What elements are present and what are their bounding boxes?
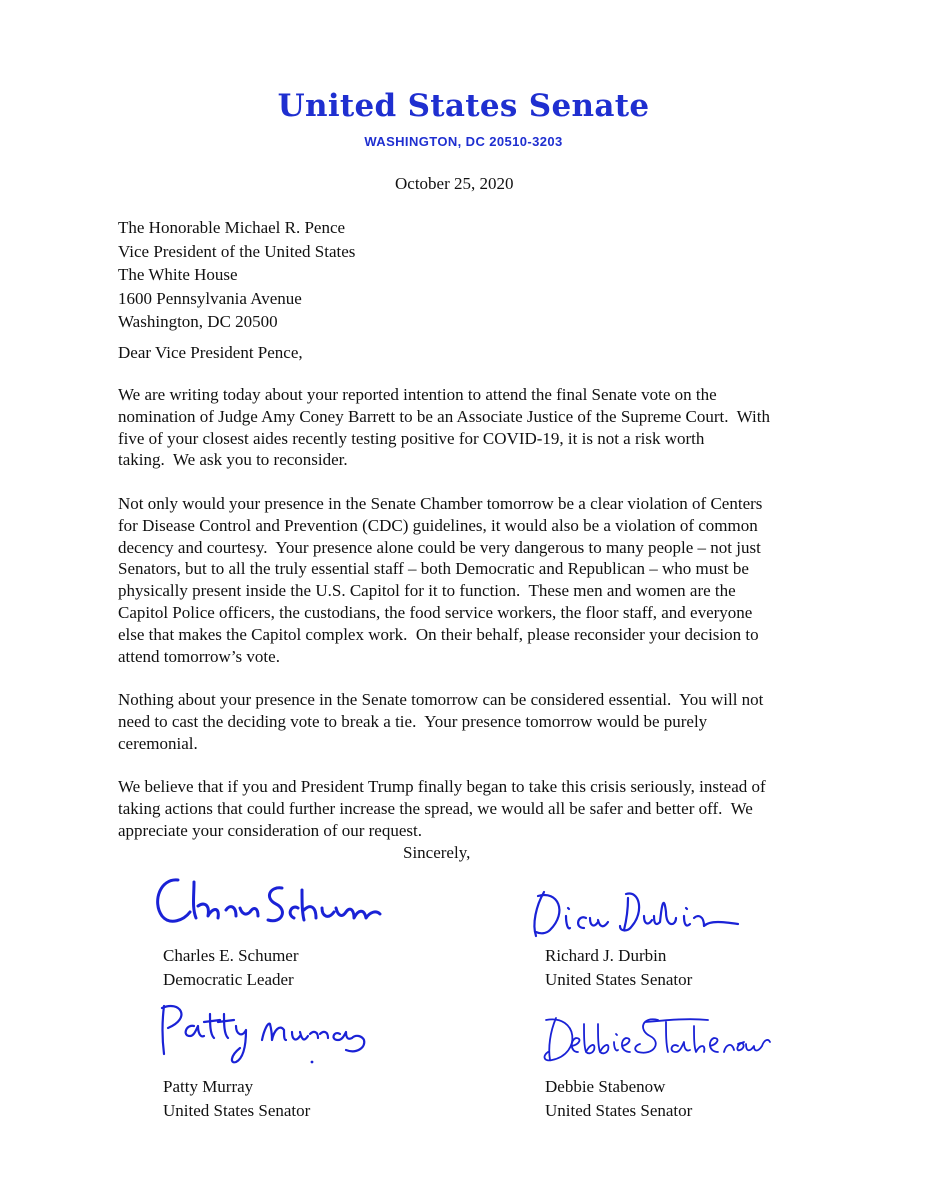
body-line: ceremonial.: [118, 733, 198, 753]
signatory-title: Democratic Leader: [163, 969, 294, 989]
schumer-signature-block: [163, 944, 299, 991]
recipient-line: Washington, DC 20500: [118, 312, 278, 331]
letter-body: [118, 384, 818, 864]
signatory-name: Debbie Stabenow: [545, 1077, 666, 1096]
body-line: Nothing about your presence in the Senate tomorrow can be considered essential. You will not: [118, 690, 764, 710]
signatory-name: Charles E. Schumer: [163, 946, 299, 965]
body-line: need to cast the deciding vote to break a tie. Your presence tomorrow would be purely: [118, 711, 708, 731]
durbin-signature-block: [545, 944, 692, 991]
recipient-line: 1600 Pennsylvania Avenue: [118, 288, 302, 308]
body-line: Not only would your presence in the Senate Chamber tomorrow be a clear violation of Centers: [118, 493, 763, 513]
signatory-name: Patty Murray: [163, 1077, 254, 1096]
body-line: nomination of Judge Amy Coney Barrett to be an Associate Justice of the Supreme Court. With: [118, 406, 770, 426]
body-line: We are writing today about your reported intention to attend the final Senate vote on the: [118, 385, 717, 404]
paragraph-3: [118, 689, 818, 754]
body-line: taking actions that could further increase the spread, we would all be safer and better off. We: [118, 799, 753, 819]
salutation: Dear Vice President Pence,: [118, 343, 303, 362]
body-line: else that makes the Capitol complex work. On their behalf, please reconsider your decision to: [118, 624, 759, 644]
signatory-title: United States Senator: [545, 1100, 693, 1120]
schumer-signature-image: [150, 872, 390, 932]
body-line: Capitol Police officers, the custodians, the food service workers, the floor staff, and everyone: [118, 602, 753, 622]
body-line: decency and courtesy. Your presence alone could be very dangerous to many people – not just: [118, 537, 761, 557]
body-line: appreciate your consideration of our request.: [118, 820, 422, 840]
recipient-address-block: [118, 216, 355, 334]
letterhead-title: United States Senate: [277, 88, 650, 124]
letter-date: October 25, 2020: [395, 174, 514, 193]
stabenow-signature-block: [545, 1075, 692, 1122]
recipient-line: Vice President of the United States: [118, 241, 356, 261]
recipient-line: The White House: [118, 265, 238, 284]
body-line: five of your closest aides recently testing positive for COVID-19, it is not a risk worth: [118, 428, 705, 448]
durbin-signature-image: [528, 882, 768, 942]
closing: Sincerely,: [403, 843, 471, 862]
recipient-line: The Honorable Michael R. Pence: [118, 218, 346, 237]
body-line: Senators, but to all the truly essential staff – both Democratic and Republican – who must be: [118, 559, 749, 579]
body-line: We believe that if you and President Trump finally began to take this crisis seriously, instead of: [118, 777, 766, 797]
body-line: physically present inside the U.S. Capitol for it to function. These men and women are the: [118, 581, 736, 601]
signatory-title: United States Senator: [163, 1100, 311, 1120]
paragraph-4: [118, 776, 818, 841]
body-line: for Disease Control and Prevention (CDC) guidelines, it would also be a violation of common: [118, 515, 758, 535]
body-line: taking. We ask you to reconsider.: [118, 450, 348, 470]
letterhead-address: WASHINGTON, DC 20510-3203: [364, 134, 563, 149]
signatory-name: Richard J. Durbin: [545, 946, 667, 965]
murray-signature-block: [163, 1075, 310, 1122]
paragraph-2: [118, 493, 818, 667]
paragraph-1: [118, 384, 818, 471]
signatory-title: United States Senator: [545, 969, 693, 989]
murray-signature-image: [150, 996, 380, 1076]
stabenow-signature-image: [538, 1010, 778, 1070]
body-line: attend tomorrow’s vote.: [118, 646, 280, 666]
